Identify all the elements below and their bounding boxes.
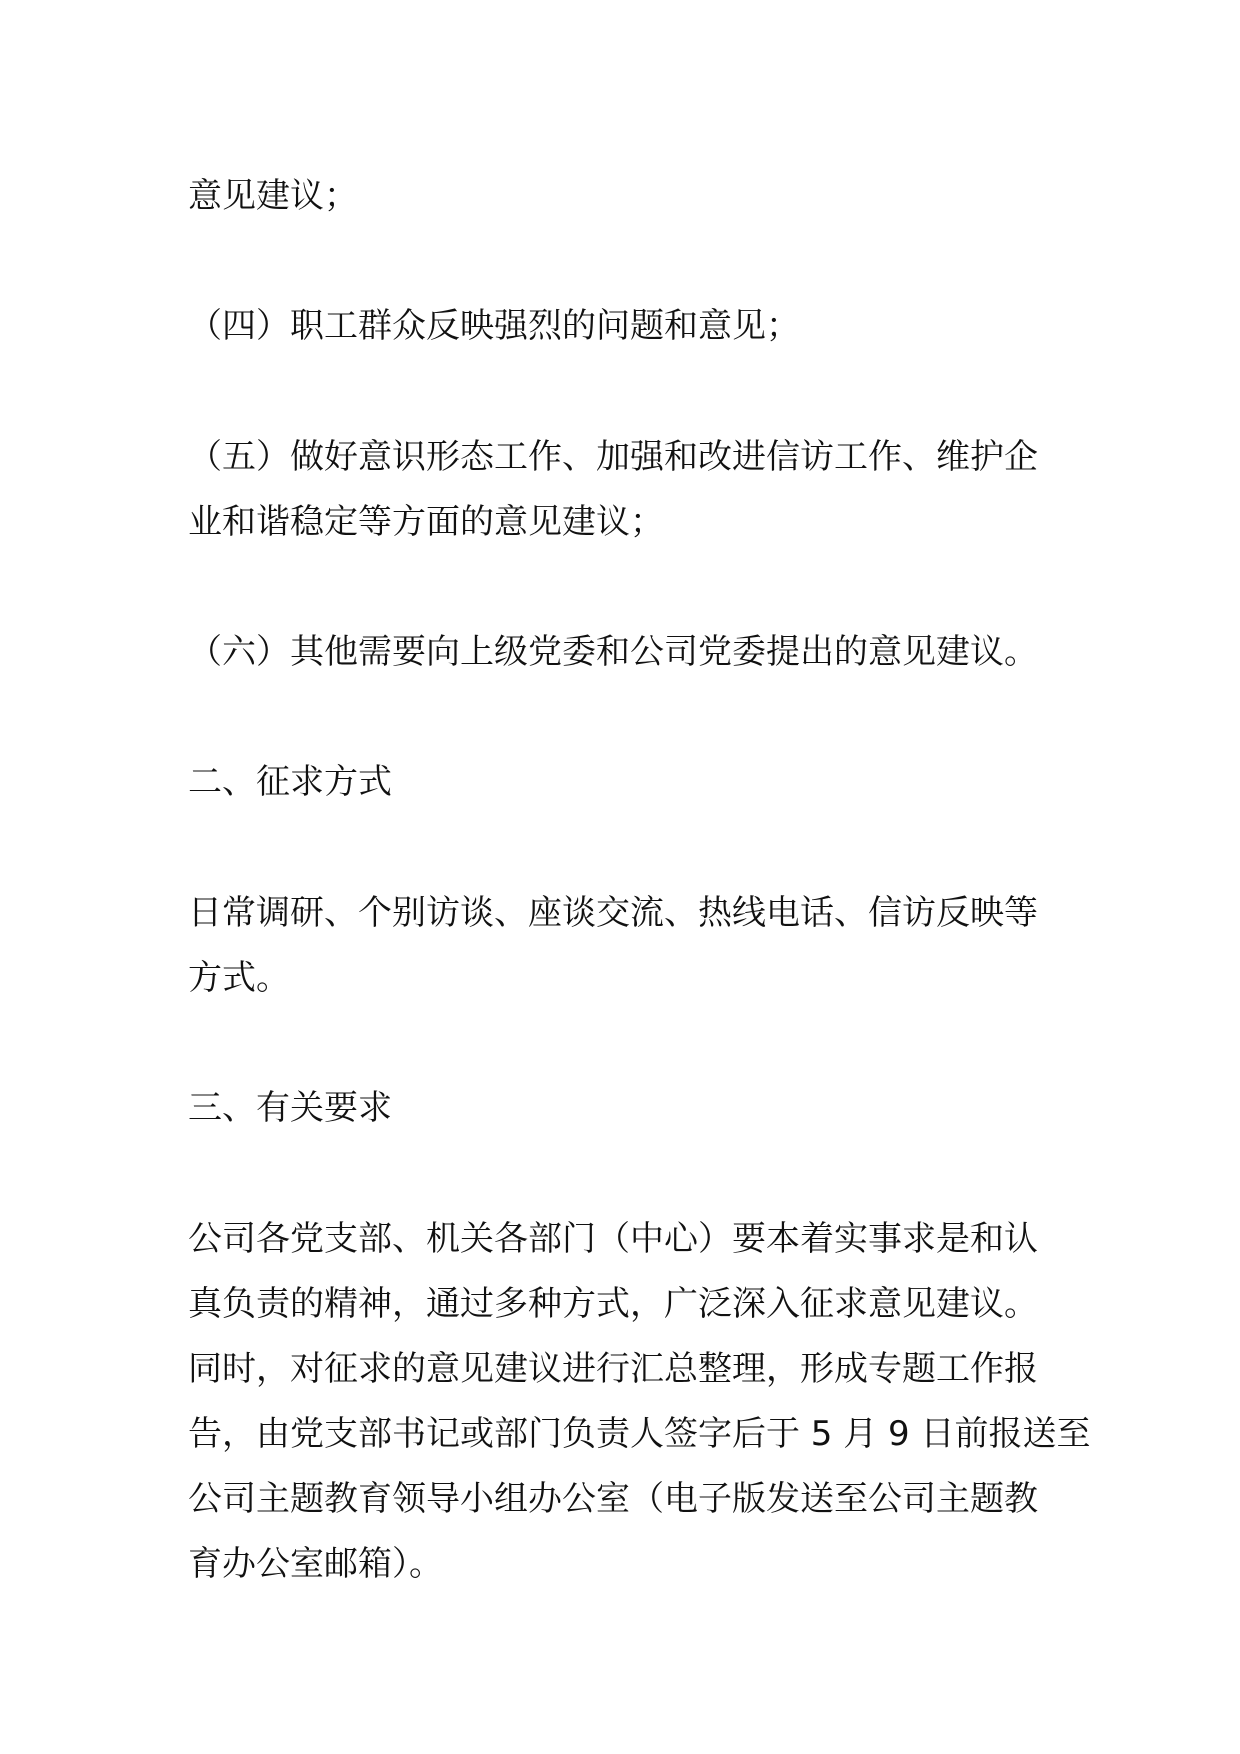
text-line: 告，由党支部书记或部门负责人签字后于 5 月 9 日前报送至	[188, 1414, 1091, 1454]
text-line: 日常调研、个别访谈、座谈交流、热线电话、信访反映等	[188, 893, 1038, 933]
text-line: 真负责的精神，通过多种方式，广泛深入征求意见建议。	[188, 1284, 1038, 1324]
text-line: 意见建议；	[188, 176, 358, 216]
text-line: 育办公室邮箱）。	[188, 1544, 443, 1584]
text-line: 业和谐稳定等方面的意见建议；	[188, 502, 664, 542]
text-line: 方式。	[188, 958, 290, 998]
section-heading-2: 二、征求方式	[188, 762, 392, 802]
list-item-five: （五）做好意识形态工作、加强和改进信访工作、维护企	[188, 437, 1038, 477]
text-line: 同时，对征求的意见建议进行汇总整理，形成专题工作报	[188, 1349, 1038, 1389]
text-line: 公司主题教育领导小组办公室（电子版发送至公司主题教	[188, 1479, 1038, 1519]
list-item-four: （四）职工群众反映强烈的问题和意见；	[188, 306, 800, 346]
text-line: 公司各党支部、机关各部门（中心）要本着实事求是和认	[188, 1219, 1038, 1259]
list-item-six: （六）其他需要向上级党委和公司党委提出的意见建议。	[188, 632, 1038, 672]
section-heading-3: 三、有关要求	[188, 1088, 392, 1128]
